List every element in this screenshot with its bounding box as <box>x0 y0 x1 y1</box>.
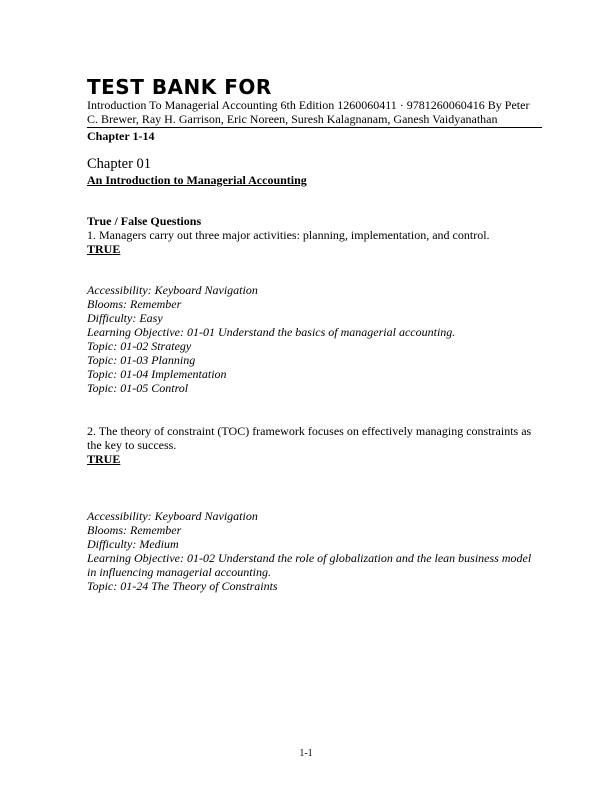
meta-accessibility: Accessibility: Keyboard Navigation <box>87 509 258 523</box>
question-metadata-1 <box>87 283 542 395</box>
question-metadata-2 <box>87 509 542 593</box>
document-title: TEST BANK FOR <box>87 75 272 99</box>
section-title: True / False Questions <box>87 214 202 228</box>
meta-blooms: Blooms: Remember <box>87 523 182 537</box>
meta-topic: Topic: 01-24 The Theory of Constraints <box>87 579 278 593</box>
header-divider <box>87 127 542 128</box>
question-text: 2. The theory of constraint (TOC) framework focuses on effectively managing constraints as the key to success. <box>87 424 532 452</box>
meta-topic: Topic: 01-04 Implementation <box>87 367 227 381</box>
chapter-heading: Chapter 01 <box>87 156 152 172</box>
chapter-subheading: An Introduction to Managerial Accounting <box>87 173 307 187</box>
question-text: 1. Managers carry out three major activities: planning, implementation, and control. <box>87 228 490 242</box>
meta-learning-objective: Learning Objective: 01-01 Understand the basics of managerial accounting. <box>87 325 456 339</box>
meta-topic: Topic: 01-03 Planning <box>87 353 196 367</box>
answer-label: TRUE <box>87 452 121 466</box>
meta-difficulty: Difficulty: Easy <box>87 311 163 325</box>
question-block-1 <box>87 214 542 256</box>
meta-difficulty: Difficulty: Medium <box>87 537 179 551</box>
page-number: 1-1 <box>299 748 313 759</box>
meta-blooms: Blooms: Remember <box>87 297 182 311</box>
meta-learning-objective: Learning Objective: 01-02 Understand the role of globalization and the lean business model in influencing managerial accounting. <box>87 551 532 579</box>
meta-topic: Topic: 01-05 Control <box>87 381 189 395</box>
meta-accessibility: Accessibility: Keyboard Navigation <box>87 283 258 297</box>
book-citation: Introduction To Managerial Accounting 6th Edition 1260060411 · 9781260060416 By Peter C. Brewer, Ray H. Garrison, Eric Noreen, Suresh Kalagnanam, Ganesh Vaidyanathan <box>87 98 530 126</box>
answer-label: TRUE <box>87 242 121 256</box>
meta-topic: Topic: 01-02 Strategy <box>87 339 192 353</box>
chapter-range: Chapter 1-14 <box>87 129 155 143</box>
question-block-2 <box>87 424 542 466</box>
